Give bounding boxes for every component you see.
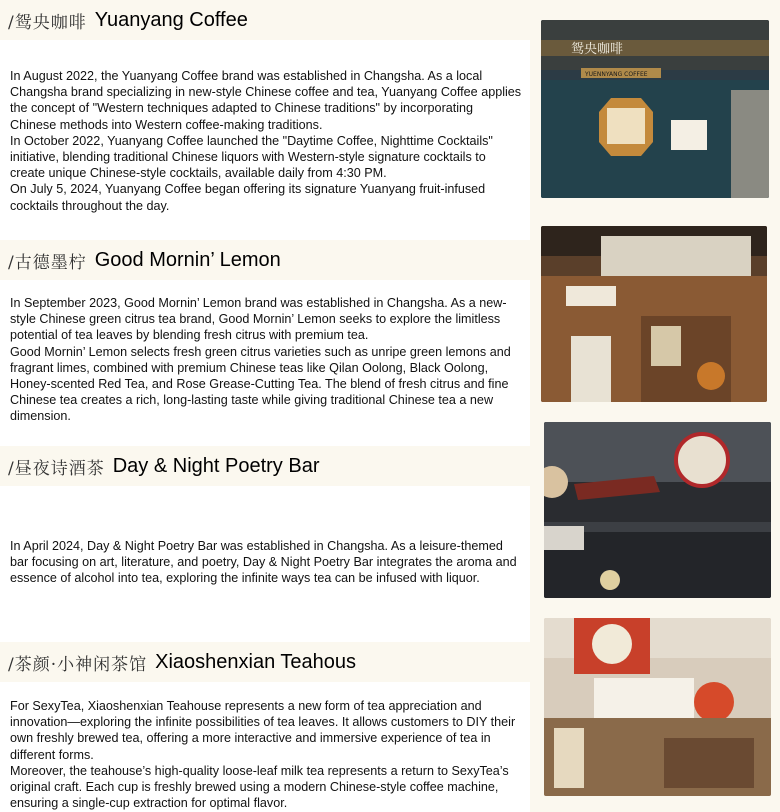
heading-english: Day & Night Poetry Bar xyxy=(112,454,320,477)
yuanyang-storefront-photo xyxy=(541,20,769,198)
paragraph: In October 2022, Yuanyang Coffee launched the "Daytime Coffee, Nighttime Cocktails" initiative, blending traditional Chinese liquors with Western-style signature cocktails to create unique Chinese-style cocktails, available daily from 4:30 PM. xyxy=(10,133,493,181)
heading-chinese: /茶颜·小神闲茶馆 xyxy=(8,654,148,675)
xiaoshenxian-teahouse-storefront-photo xyxy=(544,618,771,796)
heading-chinese: /鸳央咖啡 xyxy=(8,12,87,33)
section-heading-yuanyang xyxy=(0,0,530,40)
paragraph: Good Mornin’ Lemon selects fresh green citrus varieties such as unripe green lemons and fragrant limes, combined with premium Chinese teas like Qilan Oolong, Black Oolong, Honey-scented Red Tea, and Rose Grease-Cutting Tea. The blend of fresh citrus and fine Chinese tea creates a rich, long-lasting taste while giving traditional Chinese tea a new dimension. xyxy=(10,344,511,424)
heading-english: Yuanyang Coffee xyxy=(94,8,248,31)
section-body-good-mornin-lemon xyxy=(10,295,522,425)
good-mornin-lemon-storefront-photo xyxy=(541,226,767,402)
heading-chinese: /古德墨柠 xyxy=(8,252,87,273)
paragraph: In April 2024, Day & Night Poetry Bar was established in Changsha. As a leisure-themed bar focusing on art, literature, and poetry, Day & Night Poetry Bar integrates the aroma and essence of alcohol into tea, exploring the infinite ways tea can be infused with liquor. xyxy=(10,539,517,586)
heading-english: Good Mornin’ Lemon xyxy=(94,248,281,271)
paragraph: In August 2022, the Yuanyang Coffee brand was established in Changsha. As a local Changsha brand specializing in new-style Chinese coffee and tea, Yuanyang Coffee applies the concept of "Western techniques adapted to Chinese traditions" by incorporating Chinese methods into Western coffee-making traditions. xyxy=(10,69,522,132)
section-heading-xiaoshenxian-teahouse xyxy=(0,642,530,682)
section-heading-good-mornin-lemon xyxy=(0,240,530,280)
paragraph: On July 5, 2024, Yuanyang Coffee began offering its signature Yuanyang fruit-infused cocktails throughout the day. xyxy=(10,182,486,213)
day-night-poetry-bar-storefront-photo xyxy=(544,422,771,598)
photo-sub-sign: YUENNYANG COFFEE xyxy=(585,71,648,78)
paragraph: In September 2023, Good Mornin’ Lemon brand was established in Changsha. As a new-style Chinese green citrus tea brand, Good Mornin’ Lemon seeks to explore the limitless potential of tea leaves by blending fresh citrus with premium tea. xyxy=(10,296,507,343)
paragraph: Moreover, the teahouse’s high-quality loose-leaf milk tea represents a return to SexyTea’s original craft. Each cup is freshly brewed using a modern Chinese-style coffee machine, ensuring a single-cup extraction for optimal flavor. xyxy=(10,763,509,811)
section-body-yuanyang xyxy=(10,68,522,214)
section-body-day-night-poetry-bar xyxy=(10,538,522,587)
section-heading-day-night-poetry-bar xyxy=(0,446,530,486)
section-body-xiaoshenxian-teahouse xyxy=(10,698,522,811)
heading-english: Xiaoshenxian Teahous xyxy=(155,650,357,673)
photo-sign-text: 鸳央咖啡 xyxy=(571,42,624,57)
heading-chinese: /昼夜诗酒茶 xyxy=(8,458,105,479)
paragraph: For SexyTea, Xiaoshenxian Teahouse represents a new form of tea appreciation and innovation—exploring the infinite possibilities of tea leaves. It allows customers to DIY their own freshly brewed tea, offering a more interactive and immersive experience of tea in different forms. xyxy=(10,699,516,762)
